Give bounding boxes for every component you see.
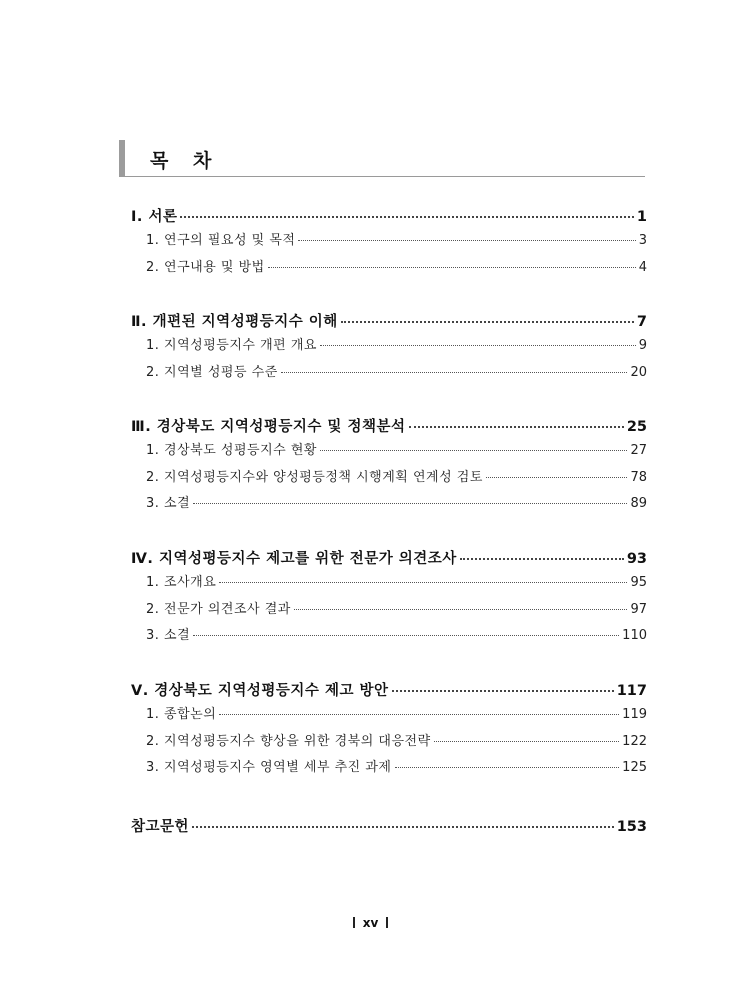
leader-dots (180, 215, 633, 218)
subsection-page: 110 (622, 628, 647, 643)
toc-subsection[interactable] (131, 598, 647, 625)
toc-section-4 (131, 547, 647, 651)
subsection-title: 2. 지역성평등지수와 양성평등정책 시행계획 연계성 검토 (146, 469, 483, 485)
leader-dots (320, 344, 636, 346)
leader-dots (193, 502, 627, 504)
toc-section-1 (131, 205, 647, 282)
subsection-page: 9 (638, 338, 647, 353)
subsection-page: 78 (630, 469, 647, 485)
leader-dots (219, 581, 627, 583)
toc-subsection[interactable] (131, 466, 647, 493)
subsection-page: 20 (630, 364, 647, 380)
chapter-page: 93 (626, 551, 647, 567)
header-accent-bar (119, 140, 125, 176)
leader-dots (281, 371, 628, 373)
subsection-title: 1. 지역성평등지수 개편 개요 (146, 338, 317, 353)
toc-subsection[interactable] (131, 361, 647, 388)
toc-subsection[interactable] (131, 439, 647, 466)
leader-dots (341, 320, 634, 323)
leader-dots (268, 266, 636, 268)
chapter-title: Ⅱ. 개편된 지역성평등지수 이해 (131, 314, 338, 330)
leader-dots (409, 425, 624, 428)
toc-chapter[interactable] (131, 310, 647, 334)
chapter-title: Ⅳ. 지역성평등지수 제고를 위한 전문가 의견조사 (131, 551, 457, 567)
toc-subsection[interactable] (131, 624, 647, 651)
page-title: 목 차 (150, 150, 221, 172)
subsection-page: 27 (630, 443, 647, 458)
chapter-title: Ⅴ. 경상북도 지역성평등지수 제고 방안 (131, 683, 389, 699)
footer-bar-left (353, 917, 355, 928)
subsection-page: 125 (622, 760, 647, 775)
chapter-title: Ⅲ. 경상북도 지역성평등지수 및 정책분석 (131, 419, 406, 435)
chapter-page: 153 (616, 819, 647, 835)
subsection-page: 3 (638, 233, 647, 248)
toc-section-5 (131, 679, 647, 783)
toc-subsection[interactable] (131, 256, 647, 283)
subsection-page: 89 (630, 496, 647, 511)
leader-dots (392, 689, 614, 692)
toc-subsection[interactable] (131, 334, 647, 361)
subsection-title: 3. 지역성평등지수 영역별 세부 추진 과제 (146, 760, 392, 775)
chapter-title: Ⅰ. 서론 (131, 209, 178, 225)
leader-dots (219, 713, 619, 715)
leader-dots (298, 239, 635, 241)
toc-subsection[interactable] (131, 492, 647, 519)
subsection-page: 97 (630, 601, 647, 617)
toc-section-2 (131, 310, 647, 387)
footer-bar-right (386, 917, 388, 928)
leader-dots (434, 740, 620, 742)
subsection-title: 1. 연구의 필요성 및 목적 (146, 233, 296, 248)
leader-dots (193, 634, 619, 636)
page-number: xv (362, 916, 379, 930)
toc-chapter[interactable] (131, 547, 647, 571)
toc-subsection[interactable] (131, 756, 647, 783)
toc-section-3 (131, 415, 647, 519)
subsection-title: 3. 소결 (146, 496, 191, 511)
subsection-page: 4 (638, 259, 647, 275)
leader-dots (486, 476, 628, 478)
toc-header (119, 140, 645, 178)
subsection-title: 2. 연구내용 및 방법 (146, 259, 265, 275)
chapter-page: 25 (626, 419, 647, 435)
toc-subsection[interactable] (131, 571, 647, 598)
subsection-page: 95 (630, 575, 647, 590)
toc-subsection[interactable] (131, 229, 647, 256)
header-divider (119, 176, 645, 177)
toc-subsection[interactable] (131, 703, 647, 730)
subsection-title: 1. 경상북도 성평등지수 현황 (146, 443, 317, 458)
page-footer (0, 916, 741, 930)
subsection-title: 1. 조사개요 (146, 575, 217, 590)
leader-dots (294, 608, 628, 610)
toc-chapter[interactable] (131, 815, 647, 839)
leader-dots (395, 766, 620, 768)
subsection-title: 2. 전문가 의견조사 결과 (146, 601, 291, 617)
subsection-title: 1. 종합논의 (146, 707, 217, 722)
leader-dots (460, 557, 624, 560)
leader-dots (320, 449, 628, 451)
subsection-title: 2. 지역성평등지수 향상을 위한 경북의 대응전략 (146, 733, 431, 749)
chapter-page: 7 (636, 314, 647, 330)
toc-chapter[interactable] (131, 415, 647, 439)
chapter-page: 1 (636, 209, 647, 225)
leader-dots (192, 825, 614, 828)
subsection-title: 3. 소결 (146, 628, 191, 643)
toc-section-references (131, 815, 647, 839)
toc-subsection[interactable] (131, 730, 647, 757)
toc-chapter[interactable] (131, 679, 647, 703)
subsection-page: 119 (622, 707, 647, 722)
chapter-page: 117 (616, 683, 647, 699)
chapter-title: 참고문헌 (131, 819, 190, 835)
toc-chapter[interactable] (131, 205, 647, 229)
subsection-title: 2. 지역별 성평등 수준 (146, 364, 278, 380)
subsection-page: 122 (622, 733, 647, 749)
